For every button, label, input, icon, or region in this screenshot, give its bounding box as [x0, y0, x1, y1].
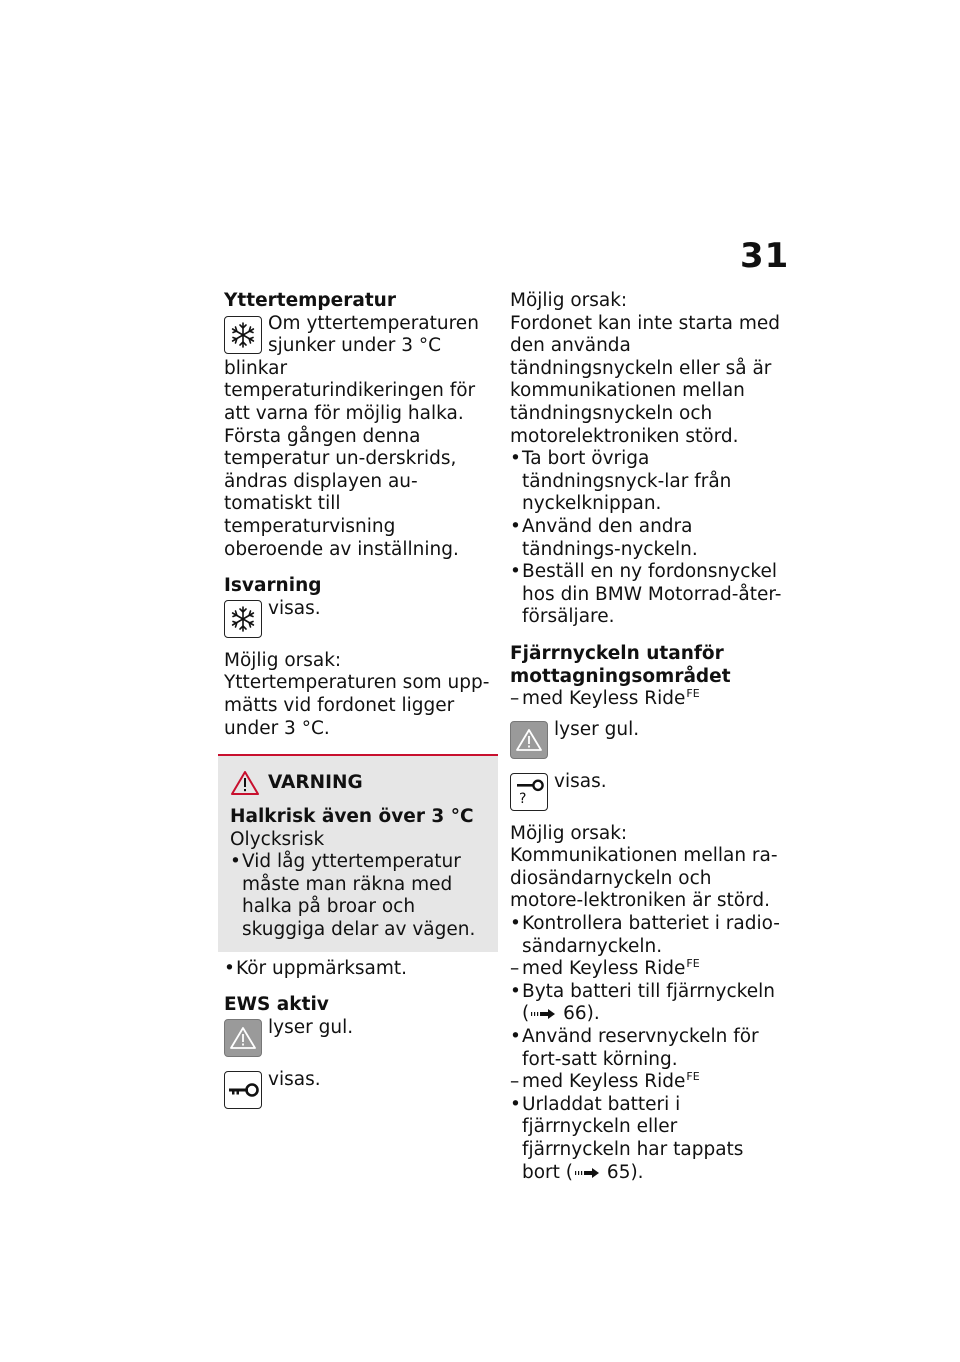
- warning-title: VARNING: [268, 771, 363, 793]
- bullet-remove-keys: • Ta bort övriga tändningsnyck-lar från nyckelknippan.: [510, 448, 782, 516]
- cause2-label: Möjlig orsak:: [510, 822, 628, 844]
- cause-text: Fordonet kan inte starta med den använda tändningsnyckeln eller så är kommunikationen mellan tändningsnyckeln och motorelektroniken störd.: [510, 312, 781, 447]
- remote-light-text: lyser gul.: [554, 718, 640, 740]
- keyless-label-3: – med Keyless Ride$^{FE}$: [510, 1071, 782, 1094]
- general-warning-light-icon: [224, 1019, 262, 1057]
- bullet-change-battery: • Byta batteri till fjärrnyckeln ( 66).: [510, 981, 782, 1026]
- warning-triangle-icon: [230, 770, 260, 796]
- bullet-other-key: • Använd den andra tändnings-nyckeln.: [510, 516, 782, 561]
- bullet-order-key: • Beställ en ny fordonsnyckel hos din BMW Motorrad-åter-försäljare.: [510, 561, 782, 629]
- warning-box: [218, 754, 498, 952]
- ice-cause-text: Yttertemperaturen som upp-mätts vid fordonet ligger under 3 °C.: [224, 672, 490, 739]
- page-number: 31: [740, 236, 790, 276]
- ice-warning-heading: Isvarning: [224, 575, 322, 597]
- ice-cause-label: Möjlig orsak:: [224, 649, 342, 671]
- warning-subtitle: Halkrisk även över 3 °C: [230, 806, 474, 828]
- ews-heading: EWS aktiv: [224, 994, 329, 1016]
- ews-light-text: lyser gul.: [268, 1016, 354, 1038]
- cause-label: Möjlig orsak:: [510, 290, 628, 311]
- drive-careful: • Kör uppmärksamt.: [224, 958, 492, 981]
- page-ref-arrow-icon: [529, 1008, 557, 1020]
- remote-heading: Fjärrnyckeln utanför mottagningsområdet: [510, 642, 731, 687]
- bullet-spare-key: • Använd reservnyckeln för fort-satt körning.: [510, 1026, 782, 1071]
- cause2-text: Kommunikationen mellan ra-diosändarnyckeln och motore-lektroniken är störd.: [510, 845, 778, 912]
- page-ref-arrow-icon: [573, 1167, 601, 1179]
- general-warning-light-icon: [510, 721, 548, 759]
- left-column: [224, 290, 492, 1113]
- ice-warning-icon-text: visas.: [268, 597, 321, 619]
- ref-65[interactable]: 65).: [606, 1161, 644, 1183]
- remote-light-row: [510, 719, 782, 763]
- key-icon: [224, 1071, 262, 1109]
- ews-light-row: [224, 1017, 492, 1061]
- snowflake-icon: [224, 316, 262, 354]
- outside-temp-line1: Om yttertemperaturen: [268, 312, 479, 334]
- keyless-label-2: – med Keyless Ride$^{FE}$: [510, 958, 782, 981]
- svg-text:?: ?: [519, 790, 527, 806]
- remote-key-row: [510, 771, 782, 815]
- bullet-check-battery: • Kontrollera batteriet i radio-sändarnyckeln.: [510, 913, 782, 958]
- outside-temp-line2: sjunker under 3 °C blinkar: [224, 335, 442, 379]
- ews-key-row: [224, 1069, 492, 1113]
- outside-temp-heading: Yttertemperatur: [224, 290, 396, 311]
- right-column: [510, 290, 782, 1184]
- ice-warning-icon-row: [224, 598, 492, 642]
- snowflake-icon: [224, 600, 262, 638]
- bullet-empty-battery: • Urladdat batteri i fjärrnyckeln eller fjärrnyckeln har tappats bort ( 65).: [510, 1094, 782, 1184]
- ref-66[interactable]: 66).: [563, 1003, 600, 1025]
- keyless-label-1: – med Keyless Ride$^{FE}$: [510, 688, 782, 711]
- warning-item: • Vid låg yttertemperatur måste man räkna med halka på broar och skuggiga delar av vägen.: [230, 851, 486, 941]
- outside-temp-body: temperaturindikeringen för att varna för möjlig halka. Första gången denna temperatur un-derskrids, ändras displayen au-tomatiskt till temperaturvisning oberoende av inställning.: [224, 380, 476, 560]
- key-question-icon: [510, 773, 548, 811]
- ews-key-text: visas.: [268, 1068, 321, 1090]
- warning-risk: Olycksrisk: [230, 828, 325, 850]
- remote-key-text: visas.: [554, 770, 607, 792]
